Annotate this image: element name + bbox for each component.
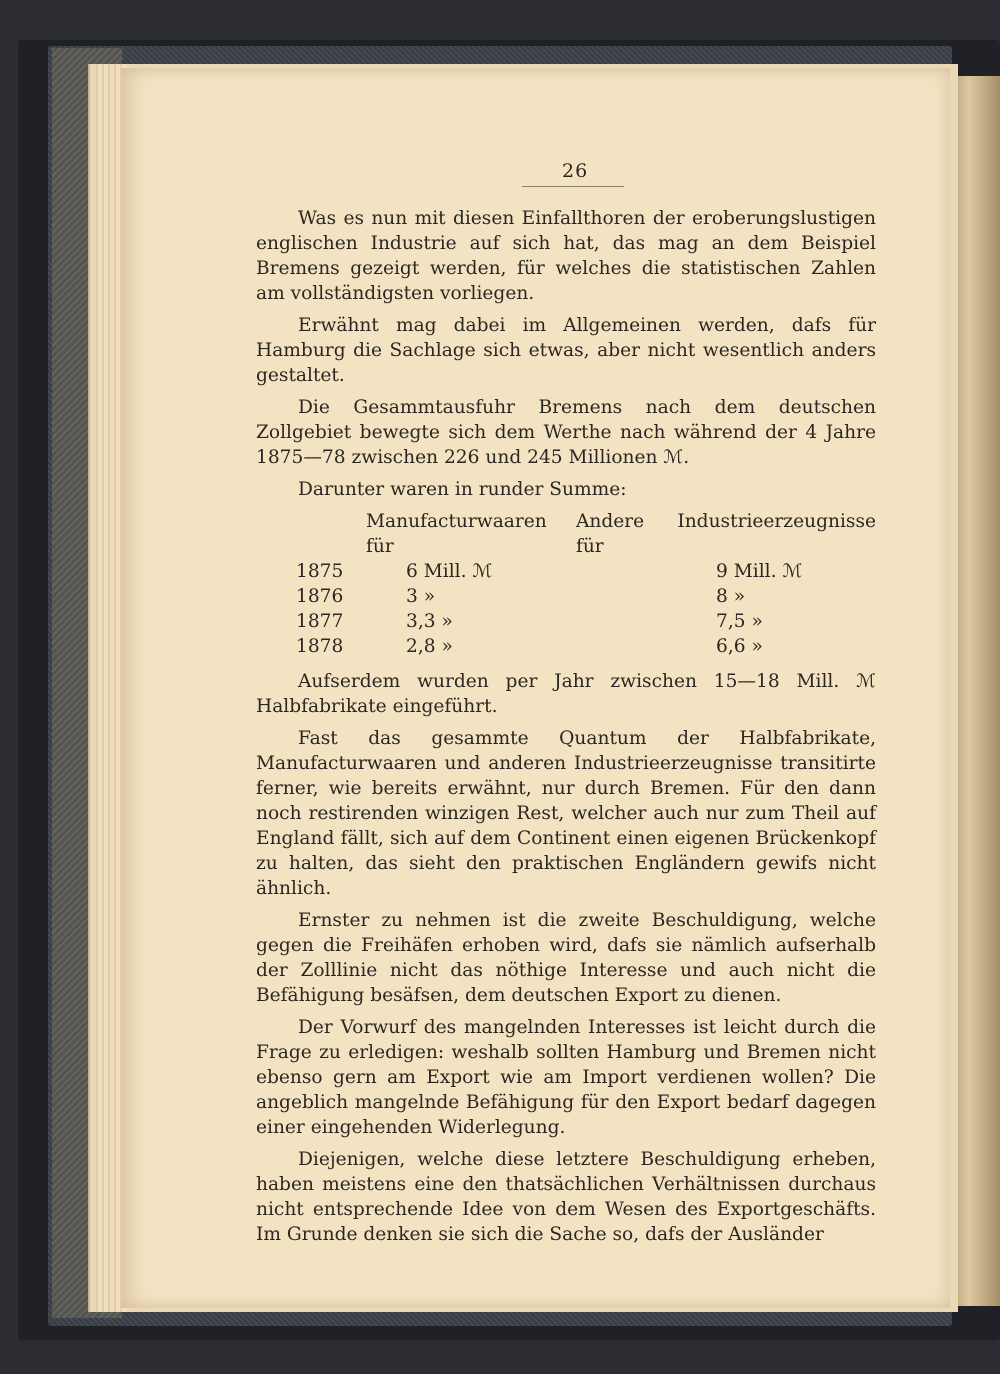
paragraph: Diejenigen, welche diese letztere Beschuldigung erheben, haben meistens eine den thatsächlichen Verhältnissen durchaus nicht entsprechende Idee von dem Wesen des Exportgeschäfts. Im Grunde denken sie sich die Sache so, dafs der Ausländer [256, 1149, 876, 1245]
table-cell-year: 1877 [296, 611, 344, 632]
paragraph: Fast das gesammte Quantum der Halbfabrikate, Manufacturwaaren und anderen Industrieerzeugnisse transitirte ferner, wie bereits erwähnt, nur durch Bremen. Für den dann noch restirenden winzigen Rest, welcher auch nur zum Theil auf England fällt, sich auf dem Continent einen eigenen Brückenkopf zu halten, das sieht den praktischen Engländern gewifs nicht ähnlich. [256, 728, 876, 899]
table-cell-manufactur: 3 » [406, 586, 436, 607]
table-header-manufactur: Manufacturwaaren für [366, 511, 547, 557]
paragraph: Ernster zu nehmen ist die zweite Beschuldigung, welche gegen die Freihäfen erhoben wird, dafs sie nämlich aufserhalb der Zolllinie nicht das nöthige Interesse und auch nicht die Befähigung besäfsen, dem deutschen Export zu dienen. [256, 910, 876, 1006]
table-cell-manufactur: 3,3 » [406, 611, 453, 632]
table-cell-year: 1876 [296, 586, 344, 607]
table-header-andere: Andere Industrieerzeugnisse für [575, 511, 876, 557]
table-cell-andere: 6,6 » [716, 636, 763, 657]
table-cell-manufactur: 2,8 » [406, 636, 453, 657]
table-row [296, 609, 876, 634]
table-cell-year: 1875 [296, 561, 344, 582]
header-rule [522, 186, 624, 187]
paragraph: Die Gesammtausfuhr Bremens nach dem deutschen Zollgebiet bewegte sich dem Werthe nach während der 4 Jahre 1875—78 zwischen 226 und 245 Millionen ℳ. [256, 397, 876, 468]
paragraph: Was es nun mit diesen Einfallthoren der eroberungslustigen englischen Industrie auf sich hat, das mag an dem Beispiel Bremens gezeigt werden, für welches die statistischen Zahlen am vollständigsten vorliegen. [256, 208, 876, 304]
table-cell-andere: 7,5 » [716, 611, 763, 632]
book-page [122, 68, 950, 1308]
page-number: 26 [562, 160, 589, 182]
paragraph: Aufserdem wurden per Jahr zwischen 15—18 Mill. ℳ Halbfabrikate eingeführt. [256, 671, 876, 717]
paragraph: Der Vorwurf des mangelnden Interesses ist leicht durch die Frage zu erledigen: weshalb sollten Hamburg und Bremen nicht ebenso gern am Export wie am Import verdienen wollen? Die angeblich mangelnde Befähigung für den Export bedarf dagegen einer eingehenden Widerlegung. [256, 1017, 876, 1138]
table-row [296, 634, 876, 659]
paragraph: Erwähnt mag dabei im Allgemeinen werden, dafs für Hamburg die Sachlage sich etwas, aber nicht wesentlich anders gestaltet. [256, 315, 876, 386]
table-cell-andere: 8 » [716, 586, 746, 607]
paragraph: Darunter waren in runder Summe: [298, 479, 627, 500]
table-row [296, 584, 876, 609]
table-cell-year: 1878 [296, 636, 344, 657]
body-text [256, 206, 876, 1254]
table-header [296, 509, 876, 559]
table-cell-manufactur: 6 Mill. ℳ [406, 561, 493, 582]
export-table [296, 509, 876, 659]
table-cell-andere: 9 Mill. ℳ [716, 561, 803, 582]
table-row [296, 559, 876, 584]
